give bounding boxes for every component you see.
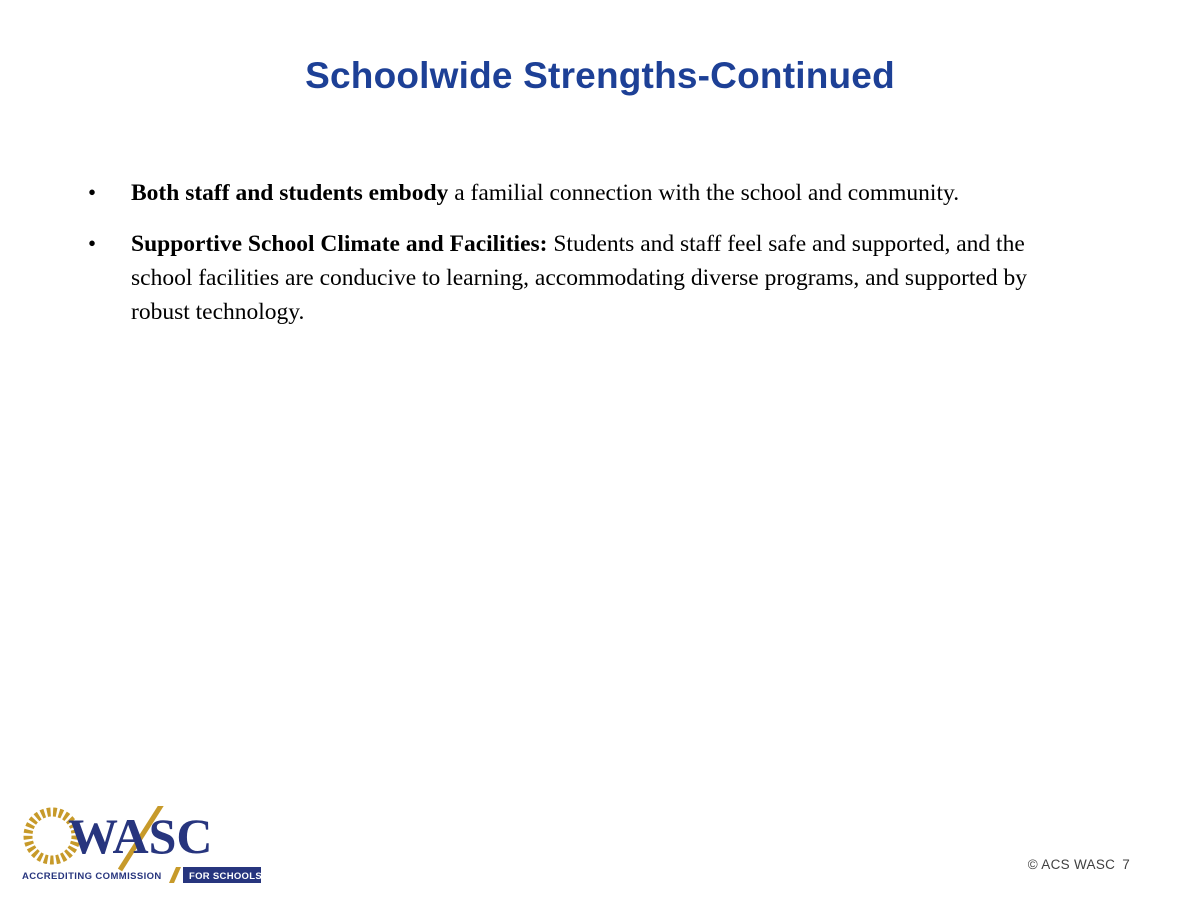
bullet-marker: • [88,180,97,205]
bullet-bold-text: Both staff and students embody [131,180,449,206]
bullet-bold-text: Supportive School Climate and Facilities: [131,231,548,257]
bullet-item [88,176,1083,210]
wasc-logo-graphic [22,806,262,886]
page-number: 7 [1122,857,1130,872]
logo-acronym: WASC [68,808,213,864]
bullet-marker: • [88,231,97,256]
wasc-logo [22,806,262,886]
bullet-rest-text: a familial connection with the school and community. [448,180,960,206]
logo-line1: ACCREDITING COMMISSION [22,871,162,882]
slide-title: Schoolwide Strengths-Continued [305,55,895,96]
logo-line2: FOR SCHOOLS [189,871,262,882]
bullet-text [131,176,959,210]
bullet-list [88,176,1083,346]
bullet-rest-text: Students and staff feel safe and supported, and the school facilities are conducive to learning, accommodating diverse programs, and supported by robust technology. [131,231,1027,325]
gold-divider [169,867,181,883]
bullet-text [131,227,1083,329]
copyright-text: © ACS WASC [1027,857,1116,872]
slide-footer [1028,857,1130,872]
bullet-item [88,227,1083,329]
